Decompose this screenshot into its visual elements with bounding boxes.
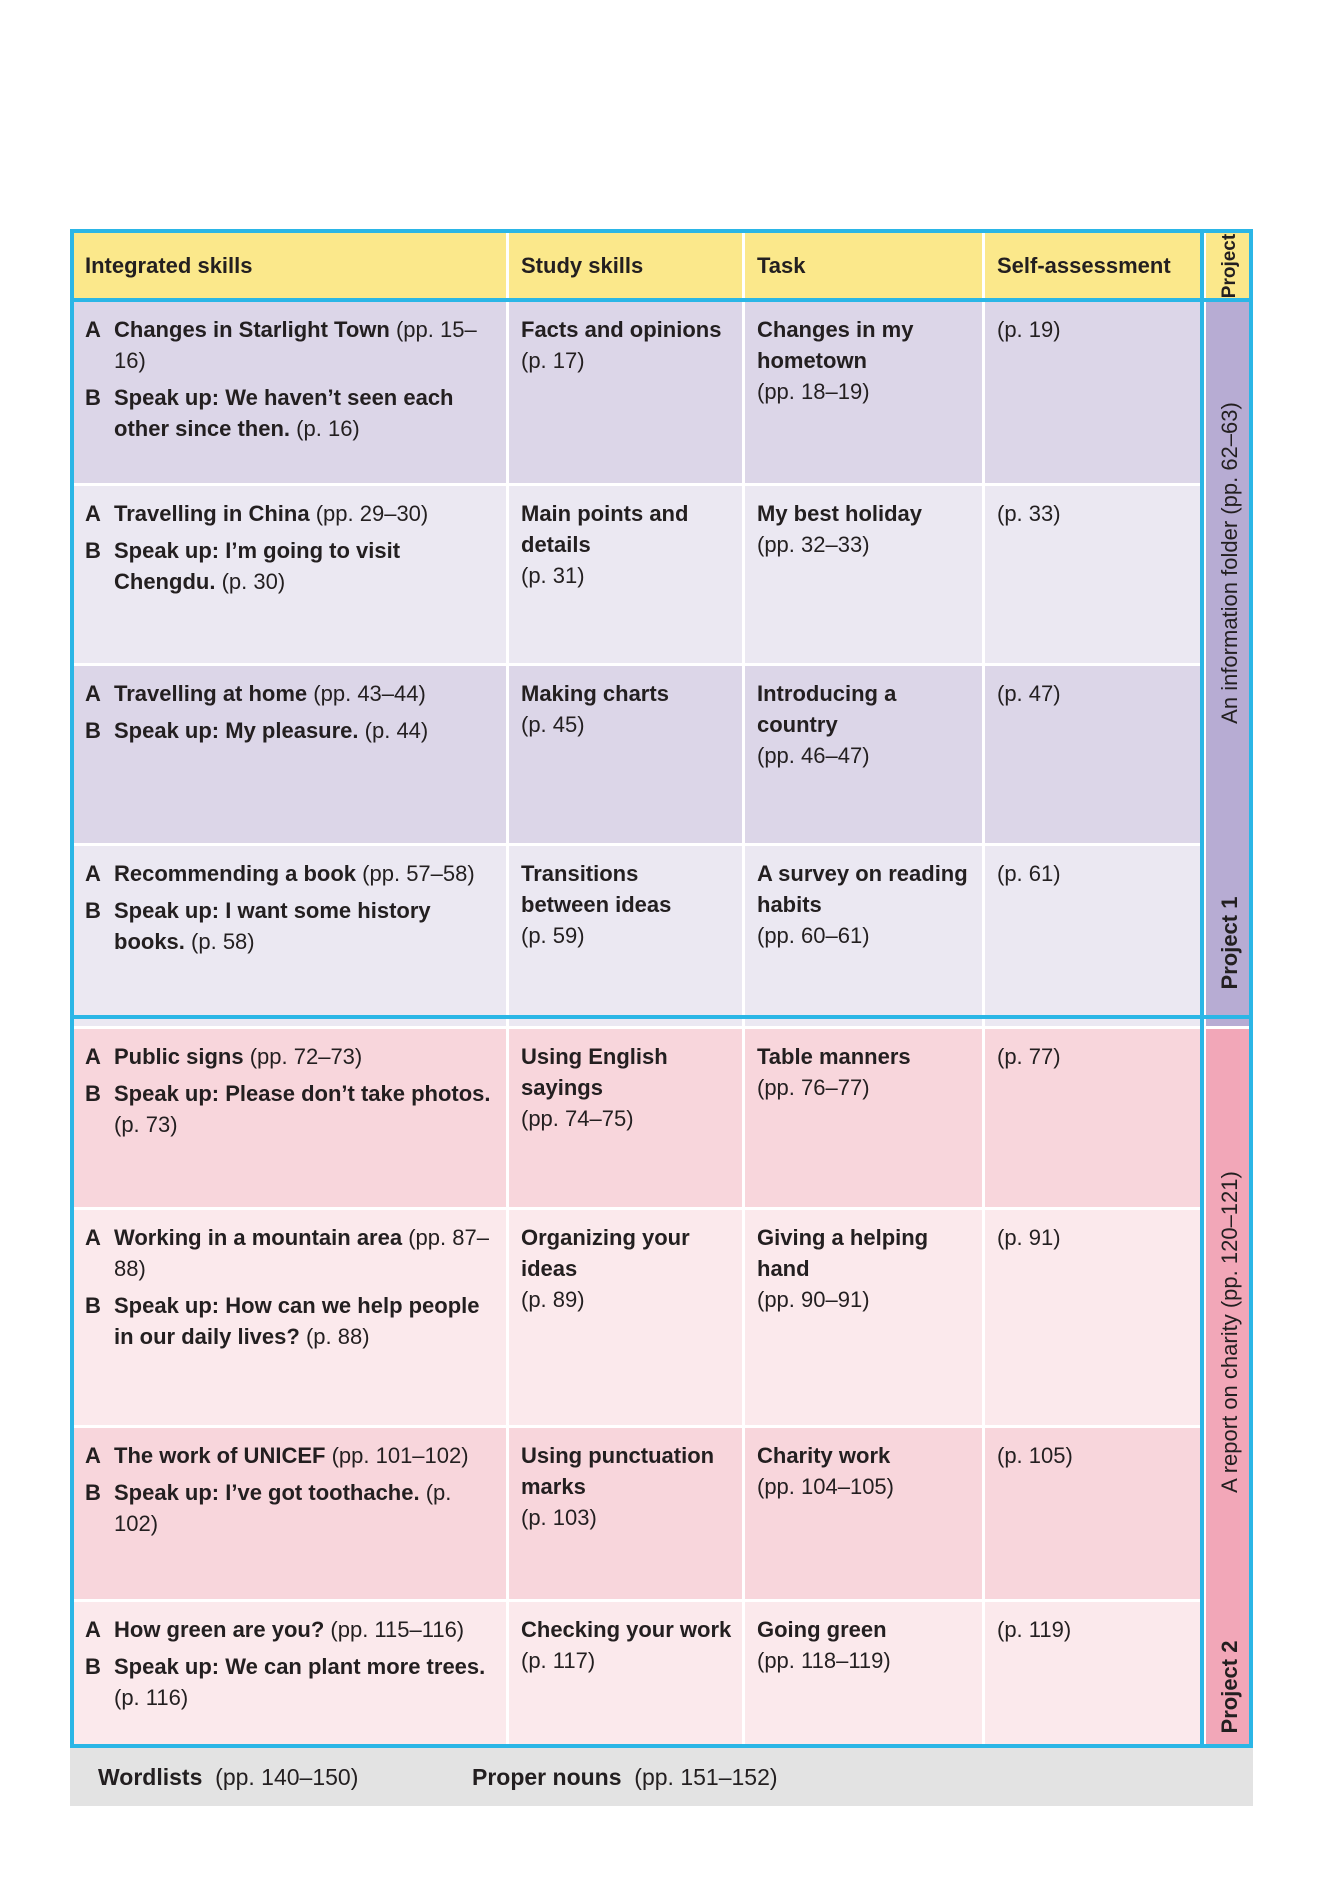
item-a-title: Public signs: [114, 1044, 244, 1069]
study-skills-cell: [508, 485, 744, 665]
study-skill-title: Using punctuation marks: [521, 1443, 715, 1499]
task-pages: (pp. 104–105): [757, 1474, 894, 1499]
item-a-letter: A: [85, 1617, 101, 1642]
header-task: Task: [744, 231, 984, 301]
self-assessment-pages: (p. 47): [997, 681, 1061, 706]
wordlists-label: Wordlists: [98, 1764, 203, 1790]
item-a-title: The work of UNICEF: [114, 1443, 326, 1468]
project-1-name-text: Project 1: [1216, 896, 1242, 990]
item-a-pages: (pp. 15–16): [114, 317, 477, 373]
task-pages: (pp. 18–19): [757, 379, 870, 404]
item-a-text: [114, 1440, 496, 1471]
item-a-pages: (pp. 57–58): [362, 861, 475, 886]
task-cell: [744, 1601, 984, 1770]
item-b-text: [114, 1078, 496, 1140]
study-skills-cell: [508, 1028, 744, 1209]
self-assessment-pages: (p. 105): [997, 1443, 1073, 1468]
item-a: [85, 1614, 496, 1645]
item-a-letter: A: [85, 501, 101, 526]
item-b-title: Speak up: We can plant more trees.: [114, 1654, 486, 1679]
task-cell: [744, 665, 984, 845]
task-pages: (pp. 32–33): [757, 532, 870, 557]
item-a-letter: A: [85, 681, 101, 706]
task-pages: (pp. 46–47): [757, 743, 870, 768]
study-skill-title: Main points and details: [521, 501, 689, 557]
item-b-letter: B: [85, 1654, 101, 1679]
item-b-letter: B: [85, 1081, 101, 1106]
project-2-title: [1217, 1171, 1243, 1493]
project-2-side: [1205, 1028, 1255, 1770]
item-b-text: [114, 895, 496, 957]
item-b-letter: B: [85, 1293, 101, 1318]
item-a-text: [114, 858, 496, 889]
task-cell: [744, 845, 984, 1028]
item-b-pages: (p. 88): [305, 1324, 370, 1349]
study-skills-cell: [508, 1427, 744, 1601]
unit-row: [72, 1028, 1255, 1209]
self-assessment-cell: [984, 1028, 1205, 1209]
task-title: Table manners: [757, 1044, 911, 1069]
item-a-text: [114, 498, 496, 529]
item-a-text: [114, 1614, 496, 1645]
self-assessment-cell: [984, 1209, 1205, 1427]
task-cell: [744, 1427, 984, 1601]
task-cell: [744, 1209, 984, 1427]
item-a-title: Changes in Starlight Town: [114, 317, 390, 342]
self-assessment-cell: [984, 1427, 1205, 1601]
item-b-text: [114, 715, 496, 746]
item-b: [85, 535, 496, 597]
item-b: [85, 895, 496, 957]
study-skill-pages: (p. 103): [521, 1505, 597, 1530]
item-b-pages: (p. 30): [221, 569, 286, 594]
unit-row: [72, 1209, 1255, 1427]
study-skill-title: Using English sayings: [521, 1044, 668, 1100]
header-project: [1205, 231, 1255, 301]
study-skill-pages: (p. 117): [521, 1648, 596, 1673]
wordlists-pages: (pp. 140–150): [215, 1764, 359, 1790]
unit-row: [72, 845, 1255, 1028]
item-b-pages: (p. 58): [191, 929, 255, 954]
wordlists-entry: [98, 1748, 358, 1806]
unit-row: [72, 1601, 1255, 1770]
header-row: [72, 231, 1255, 301]
proper-nouns-entry: [472, 1748, 778, 1806]
contents-table: [70, 229, 1256, 1771]
item-b: [85, 715, 496, 746]
study-skill-pages: (p. 59): [521, 923, 585, 948]
item-b: [85, 1477, 496, 1539]
integrated-skills-cell: [72, 1209, 508, 1427]
study-skills-cell: [508, 1209, 744, 1427]
unit-row: [72, 1427, 1255, 1601]
integrated-skills-cell: [72, 845, 508, 1028]
item-a: [85, 498, 496, 529]
study-skill-title: Facts and opinions: [521, 317, 722, 342]
self-assessment-pages: (p. 61): [997, 861, 1061, 886]
item-a-pages: (pp. 29–30): [315, 501, 429, 526]
study-skill-pages: (p. 31): [521, 563, 585, 588]
study-skills-cell: [508, 301, 744, 485]
item-a: [85, 1222, 496, 1284]
item-a-text: [114, 314, 496, 376]
item-a: [85, 1440, 496, 1471]
integrated-skills-cell: [72, 665, 508, 845]
self-assessment-cell: [984, 1601, 1205, 1770]
item-b-title: Speak up: We haven’t seen each other since then.: [114, 385, 454, 441]
item-b-letter: B: [85, 1480, 101, 1505]
item-a-title: Travelling at home: [114, 681, 308, 706]
integrated-skills-cell: [72, 1427, 508, 1601]
item-a-pages: (pp. 101–102): [331, 1443, 469, 1468]
project-1-name: [1217, 896, 1243, 989]
study-skill-title: Transitions between ideas: [521, 861, 672, 917]
item-b-letter: B: [85, 718, 101, 743]
study-skill-pages: (p. 45): [521, 712, 585, 737]
item-a-title: Travelling in China: [114, 501, 310, 526]
unit-row: [72, 301, 1255, 485]
self-assessment-pages: (p. 33): [997, 501, 1061, 526]
study-skills-cell: [508, 1601, 744, 1770]
proper-nouns-pages: (pp. 151–152): [634, 1764, 778, 1790]
item-a-text: [114, 1041, 496, 1072]
study-skill-title: Making charts: [521, 681, 669, 706]
self-assessment-cell: [984, 485, 1205, 665]
item-a-letter: A: [85, 1443, 101, 1468]
item-b: [85, 382, 496, 444]
item-a-title: Working in a mountain area: [114, 1225, 403, 1250]
item-a-letter: A: [85, 1225, 101, 1250]
integrated-skills-cell: [72, 1028, 508, 1209]
item-b: [85, 1290, 496, 1352]
item-a-pages: (pp. 72–73): [249, 1044, 363, 1069]
item-b-pages: (p. 44): [364, 718, 429, 743]
task-cell: [744, 301, 984, 485]
self-assessment-cell: [984, 301, 1205, 485]
task-cell: [744, 485, 984, 665]
item-b-text: [114, 1651, 496, 1713]
task-pages: (pp. 60–61): [757, 923, 870, 948]
task-title: Charity work: [757, 1443, 891, 1468]
item-b-title: Speak up: I want some history books.: [114, 898, 431, 954]
header-self-assessment: Self-assessment: [984, 231, 1205, 301]
task-title: Going green: [757, 1617, 887, 1642]
self-assessment-pages: (p. 77): [997, 1044, 1061, 1069]
header-study-skills: Study skills: [508, 231, 744, 301]
proper-nouns-label: Proper nouns: [472, 1764, 622, 1790]
item-a-pages: (pp. 115–116): [330, 1617, 465, 1642]
study-skill-title: Checking your work: [521, 1617, 732, 1642]
task-title: Changes in my hometown: [757, 317, 914, 373]
study-skill-pages: (pp. 74–75): [521, 1106, 634, 1131]
integrated-skills-cell: [72, 485, 508, 665]
item-b: [85, 1078, 496, 1140]
study-skills-cell: [508, 845, 744, 1028]
study-skill-title: Organizing your ideas: [521, 1225, 690, 1281]
task-title: My best holiday: [757, 501, 923, 526]
item-a-pages: (pp. 43–44): [313, 681, 426, 706]
task-title: Introducing a country: [757, 681, 897, 737]
project-2-name-text: Project 2: [1216, 1640, 1242, 1734]
item-a-text: [114, 678, 496, 709]
unit-row: [72, 665, 1255, 845]
project-1-title: [1217, 402, 1243, 724]
item-b-text: [114, 535, 496, 597]
project-1-side: [1205, 301, 1255, 1028]
item-a-letter: A: [85, 861, 101, 886]
integrated-skills-cell: [72, 301, 508, 485]
item-b-pages: (p. 102): [114, 1480, 452, 1536]
self-assessment-pages: (p. 119): [997, 1617, 1072, 1642]
task-pages: (pp. 76–77): [757, 1075, 870, 1100]
item-b-text: [114, 382, 496, 444]
project-header-label: Project: [1218, 233, 1240, 298]
task-cell: [744, 1028, 984, 1209]
task-title: A survey on reading habits: [757, 861, 968, 917]
footer-bar: [70, 1748, 1253, 1806]
item-a-letter: A: [85, 1044, 101, 1069]
item-a-title: Recommending a book: [114, 861, 357, 886]
item-b: [85, 1651, 496, 1713]
self-assessment-pages: (p. 91): [997, 1225, 1061, 1250]
task-title: Giving a helping hand: [757, 1225, 929, 1281]
item-b-pages: (p. 116): [114, 1685, 189, 1710]
unit-row: [72, 485, 1255, 665]
item-a-title: How green are you?: [114, 1617, 325, 1642]
project-1-title-text: An information folder: [1216, 520, 1242, 724]
item-a-letter: A: [85, 317, 101, 342]
item-a-pages: (pp. 87–88): [114, 1225, 489, 1281]
item-b-letter: B: [85, 385, 101, 410]
study-skill-pages: (p. 89): [521, 1287, 585, 1312]
project-2-name: [1217, 1640, 1243, 1733]
task-pages: (pp. 118–119): [757, 1648, 891, 1673]
self-assessment-pages: (p. 19): [997, 317, 1061, 342]
item-b-title: Speak up: My pleasure.: [114, 718, 359, 743]
item-b-letter: B: [85, 898, 101, 923]
item-a-text: [114, 1222, 496, 1284]
self-assessment-cell: [984, 845, 1205, 1028]
project-2-pages: (pp. 120–121): [1216, 1171, 1242, 1309]
item-a: [85, 858, 496, 889]
item-b-title: Speak up: How can we help people in our daily lives?: [114, 1293, 480, 1349]
item-a: [85, 1041, 496, 1072]
item-b-text: [114, 1477, 496, 1539]
integrated-skills-cell: [72, 1601, 508, 1770]
project-2-title-text: A report on charity: [1216, 1314, 1242, 1493]
header-integrated-skills: Integrated skills: [72, 231, 508, 301]
item-b-pages: (p. 16): [296, 416, 360, 441]
item-b-title: Speak up: I’ve got toothache.: [114, 1480, 420, 1505]
item-a: [85, 314, 496, 376]
item-b-letter: B: [85, 538, 101, 563]
item-b-title: Speak up: Please don’t take photos.: [114, 1081, 491, 1106]
item-b-pages: (p. 73): [114, 1112, 178, 1137]
item-b-title: Speak up: I’m going to visit Chengdu.: [114, 538, 401, 594]
study-skill-pages: (p. 17): [521, 348, 585, 373]
item-b-text: [114, 1290, 496, 1352]
item-a: [85, 678, 496, 709]
study-skills-cell: [508, 665, 744, 845]
project-1-pages: (pp. 62–63): [1216, 401, 1242, 515]
self-assessment-cell: [984, 665, 1205, 845]
contents-table-sheet: [70, 229, 1253, 1748]
task-pages: (pp. 90–91): [757, 1287, 870, 1312]
